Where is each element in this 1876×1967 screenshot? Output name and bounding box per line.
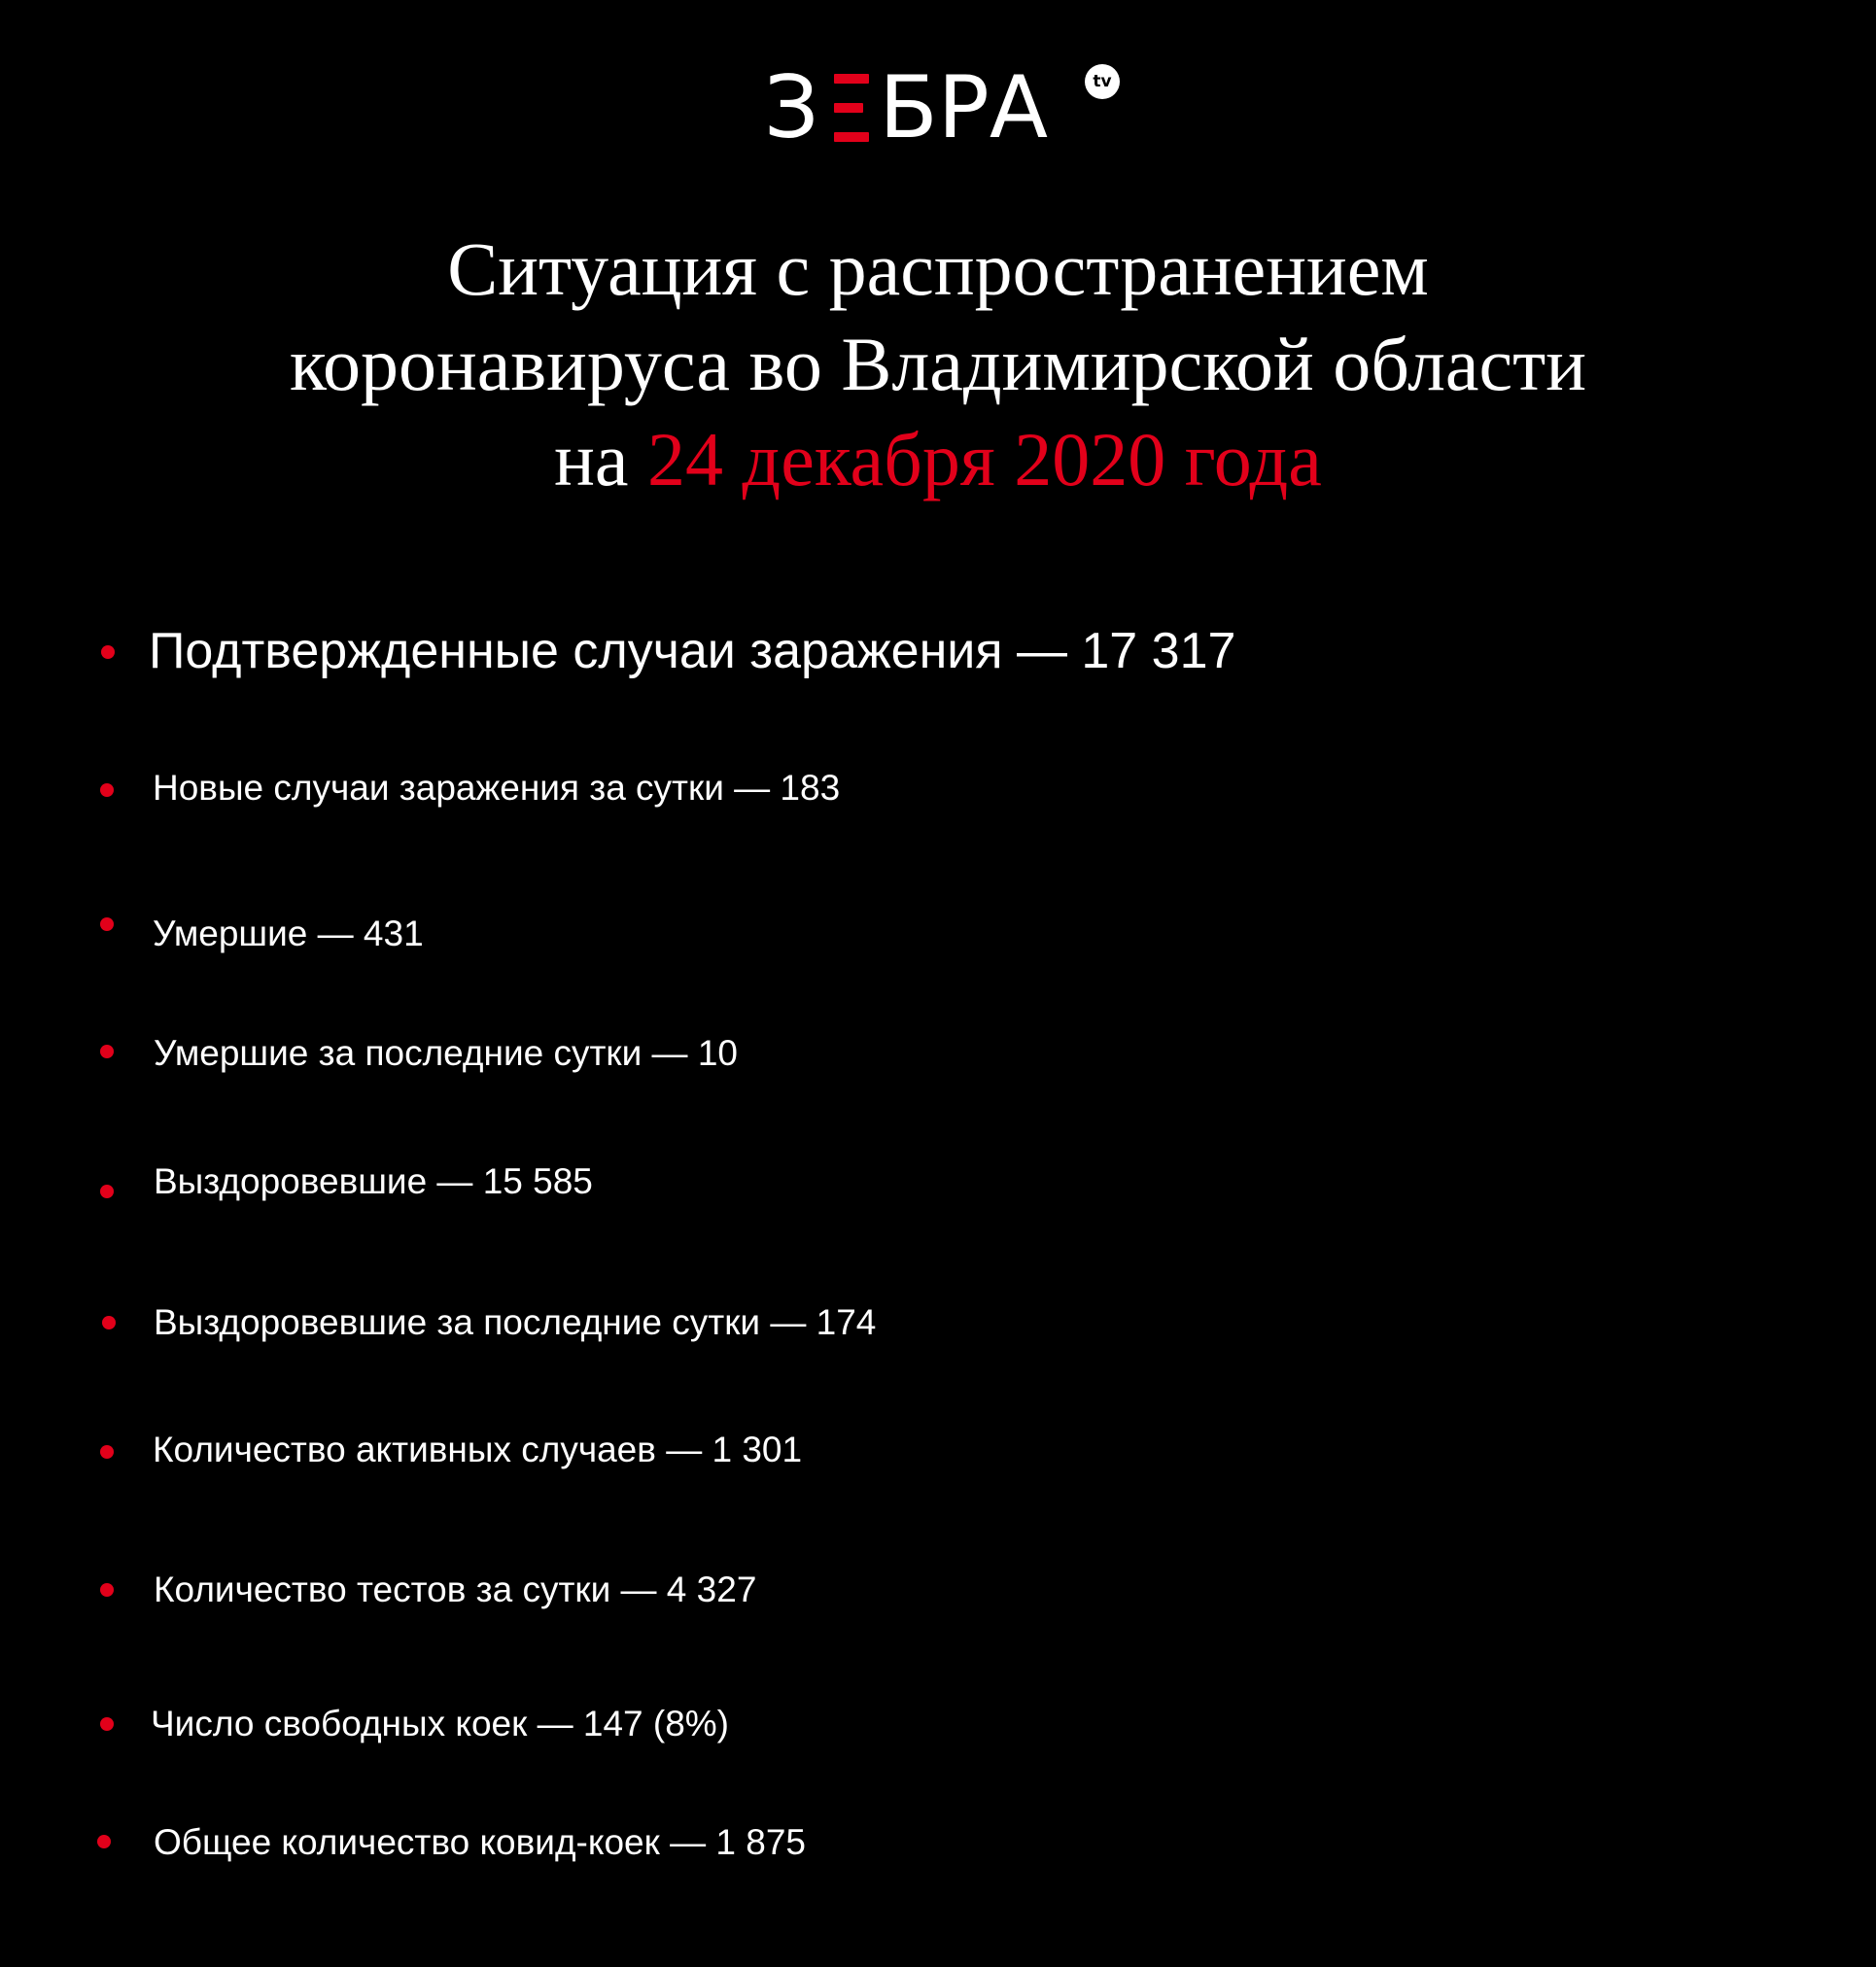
logo-stripe xyxy=(834,103,863,113)
stat-item-total-beds xyxy=(0,1818,1876,1877)
headline-line-3 xyxy=(0,412,1876,507)
stat-item-active xyxy=(0,1426,1876,1484)
headline-date: 24 декабря 2020 года xyxy=(647,417,1322,501)
bullet-dot xyxy=(97,1835,111,1848)
logo-letters-bra: БРА xyxy=(879,57,1049,157)
logo-letter-z: З xyxy=(764,57,819,157)
headline-prefix: на xyxy=(554,417,629,501)
stat-item-recovered-day xyxy=(0,1298,1876,1357)
stat-item-deaths xyxy=(0,910,1876,968)
stat-item-tests xyxy=(0,1566,1876,1624)
logo-e-stripes xyxy=(834,72,869,144)
bullet-dot xyxy=(102,1316,116,1329)
stat-label: Количество активных случаев — 1 301 xyxy=(153,1430,803,1469)
headline xyxy=(0,222,1876,507)
stat-label: Количество тестов за сутки — 4 327 xyxy=(154,1570,757,1609)
bullet-dot xyxy=(100,1583,114,1597)
bullet-dot xyxy=(100,917,114,931)
stat-label: Выздоровевшие за последние сутки — 174 xyxy=(154,1302,877,1342)
stat-item-deaths-day xyxy=(0,1029,1876,1087)
bullet-dot xyxy=(100,1045,114,1058)
bullet-dot xyxy=(100,1185,114,1198)
stat-label: Общее количество ковид-коек — 1 875 xyxy=(154,1822,806,1862)
stat-item-recovered xyxy=(0,1157,1876,1216)
stat-label: Выздоровевшие — 15 585 xyxy=(154,1161,593,1201)
stat-label: Новые случаи заражения за сутки — 183 xyxy=(153,768,841,808)
logo-stripe xyxy=(834,132,869,142)
bullet-dot xyxy=(101,645,115,659)
zebra-tv-logo xyxy=(764,57,1049,157)
stat-item-confirmed xyxy=(0,622,1876,680)
logo-stripe xyxy=(834,74,869,84)
bullet-dot xyxy=(100,1445,114,1459)
stat-label: Число свободных коек — 147 (8%) xyxy=(151,1704,729,1743)
headline-line-1: Ситуация с распространением xyxy=(447,226,1429,311)
stat-item-new-cases xyxy=(0,764,1876,822)
logo-tv-badge: tv xyxy=(1085,64,1120,99)
stat-label: Умершие — 431 xyxy=(153,914,424,953)
bullet-dot xyxy=(100,783,114,797)
stat-label: Подтвержденные случаи заражения — 17 317 xyxy=(149,623,1236,679)
stat-label: Умершие за последние сутки — 10 xyxy=(154,1033,738,1073)
stat-item-free-beds xyxy=(0,1700,1876,1758)
bullet-dot xyxy=(100,1717,114,1731)
headline-line-2: коронавируса во Владимирской области xyxy=(290,322,1586,406)
